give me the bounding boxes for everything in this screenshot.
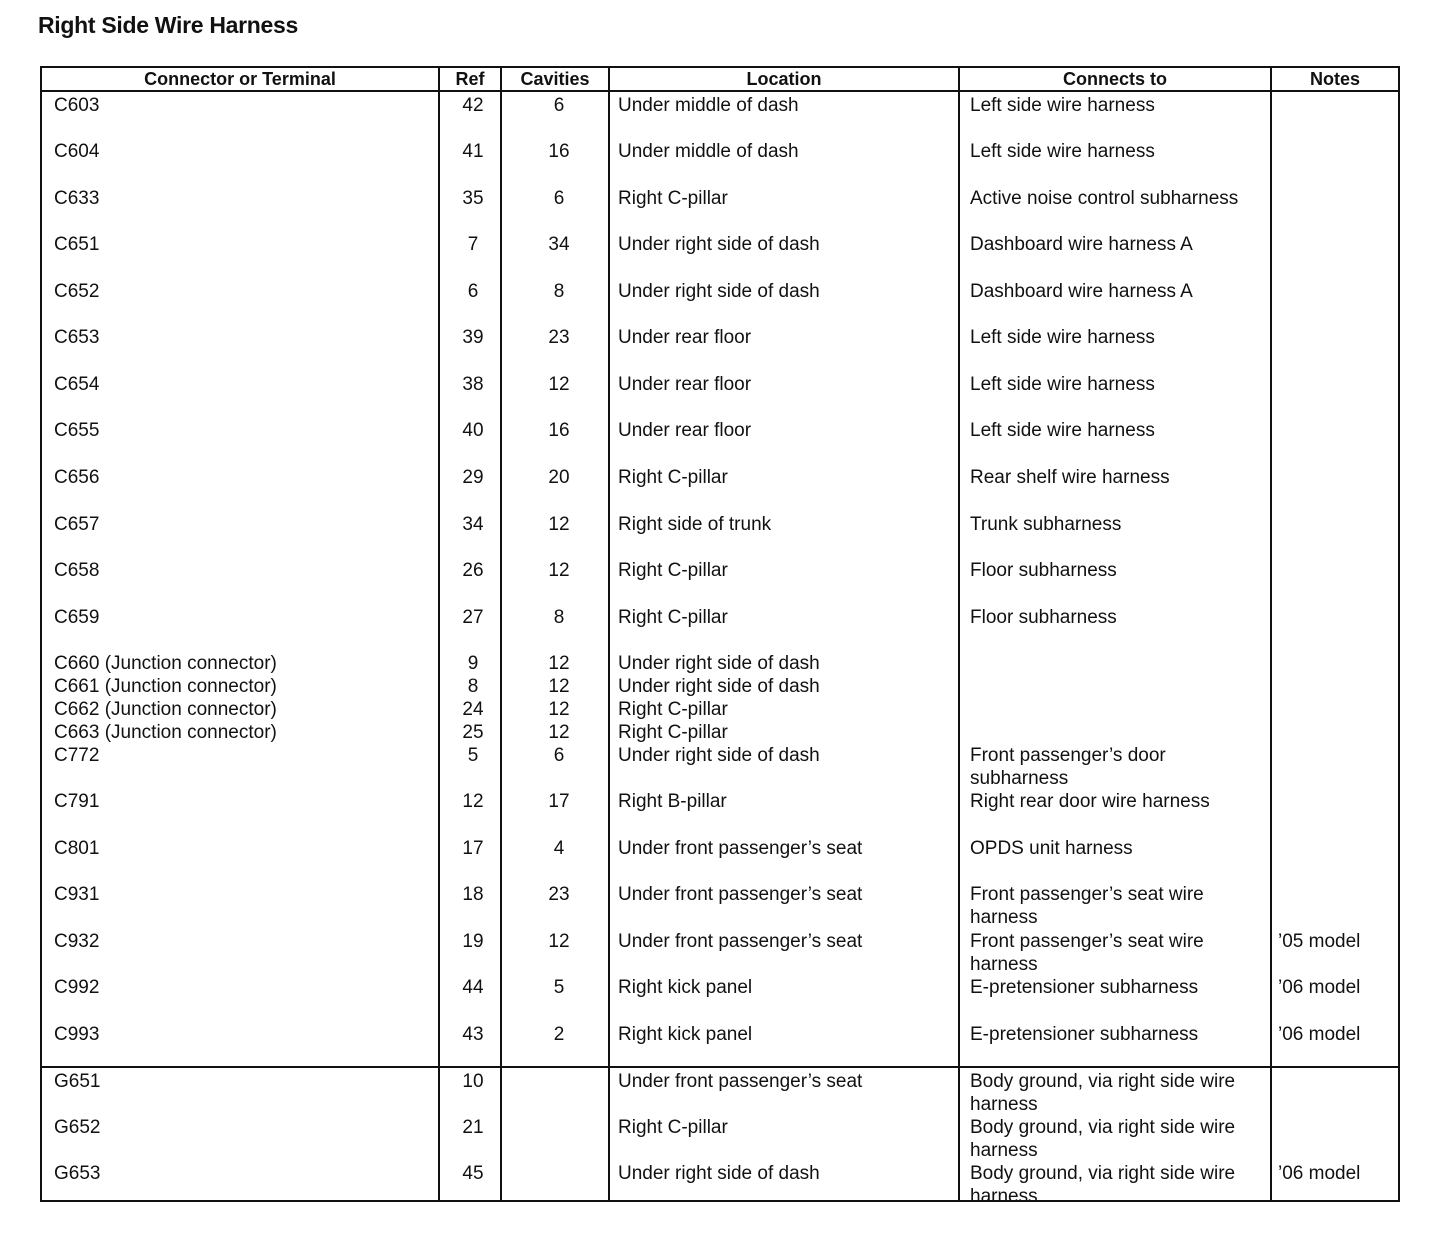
connects-to-cell: Rear shelf wire harness <box>970 467 1170 488</box>
connector-cell: C655 <box>54 420 100 441</box>
location-cell: Under right side of dash <box>618 676 820 697</box>
ref-cell: 43 <box>462 1024 484 1045</box>
cavities-cell: 34 <box>548 234 570 255</box>
location-cell: Right kick panel <box>618 1024 753 1045</box>
connects-to-cell: Floor subharness <box>970 607 1117 628</box>
ref-cell: 18 <box>462 884 484 905</box>
ref-cell: 41 <box>462 141 484 162</box>
wire-harness-table <box>40 66 1400 1207</box>
connects-to-cell: Body ground, via right side wire harness <box>970 1071 1236 1115</box>
ref-cell: 34 <box>462 514 484 535</box>
location-cell: Under rear floor <box>618 420 752 441</box>
connects-to-cell: Dashboard wire harness A <box>970 281 1193 302</box>
connects-to-cell: E-pretensioner subharness <box>970 1024 1199 1045</box>
connector-cell: C772 <box>54 745 100 766</box>
notes-cell: ’05 model <box>1278 931 1361 952</box>
location-cell: Under front passenger’s seat <box>618 1071 863 1092</box>
cavities-cell: 2 <box>553 1024 565 1045</box>
location-cell: Right side of trunk <box>618 514 772 535</box>
connects-to-cell: Body ground, via right side wire harness <box>970 1117 1236 1161</box>
cavities-cell: 8 <box>553 607 565 628</box>
connects-to-cell: Front passenger’s seat wire harness <box>970 884 1204 928</box>
connects-to-cell: OPDS unit harness <box>970 838 1133 859</box>
location-cell: Right C-pillar <box>618 467 728 488</box>
cavities-cell: 12 <box>548 676 570 697</box>
connector-cell: C931 <box>54 884 100 905</box>
connector-cell: C661 (Junction connector) <box>54 676 277 697</box>
location-cell: Under right side of dash <box>618 281 820 302</box>
cavities-cell: 6 <box>553 188 565 209</box>
connector-cell: C603 <box>54 95 100 116</box>
location-cell: Right C-pillar <box>618 1117 728 1138</box>
location-cell: Right B-pillar <box>618 791 727 812</box>
cavities-cell: 6 <box>553 95 565 116</box>
location-cell: Under right side of dash <box>618 234 820 255</box>
connects-to-cell: E-pretensioner subharness <box>970 977 1199 998</box>
notes-cell: ’06 model <box>1278 1024 1361 1045</box>
ref-cell: 38 <box>462 374 484 395</box>
cavities-cell: 23 <box>548 327 570 348</box>
header-ref: Ref <box>455 69 485 89</box>
ref-cell: 9 <box>467 653 479 674</box>
cavities-cell: 17 <box>548 791 570 812</box>
location-cell: Under middle of dash <box>618 95 799 116</box>
connector-cell: G652 <box>54 1117 101 1138</box>
cavities-cell: 12 <box>548 722 570 743</box>
connects-to-cell: Floor subharness <box>970 560 1117 581</box>
header-connects-to: Connects to <box>1062 69 1167 89</box>
notes-cell: ’06 model <box>1278 1163 1361 1184</box>
ref-cell: 40 <box>462 420 484 441</box>
connects-to-cell: Left side wire harness <box>970 374 1155 395</box>
location-cell: Under front passenger’s seat <box>618 884 863 905</box>
cavities-cell: 12 <box>548 699 570 720</box>
cavities-cell: 16 <box>548 420 570 441</box>
ref-cell: 6 <box>467 281 479 302</box>
location-cell: Under middle of dash <box>618 141 799 162</box>
section-divider <box>42 1066 1398 1068</box>
connector-cell: C663 (Junction connector) <box>54 722 277 743</box>
cavities-cell: 20 <box>548 467 570 488</box>
connector-cell: C653 <box>54 327 100 348</box>
ref-cell: 39 <box>462 327 484 348</box>
connector-cell: C633 <box>54 188 100 209</box>
location-cell: Right C-pillar <box>618 722 728 743</box>
location-cell: Right C-pillar <box>618 699 728 720</box>
cavities-cell: 23 <box>548 884 570 905</box>
ref-cell: 19 <box>462 931 484 952</box>
location-cell: Under front passenger’s seat <box>618 838 863 859</box>
header-divider <box>42 90 1398 92</box>
ref-cell: 26 <box>462 560 484 581</box>
connects-to-cell: Left side wire harness <box>970 95 1155 116</box>
location-cell: Under right side of dash <box>618 745 820 766</box>
connector-cell: C992 <box>54 977 100 998</box>
ref-cell: 7 <box>467 234 479 255</box>
ref-cell: 45 <box>462 1163 484 1184</box>
location-cell: Right C-pillar <box>618 607 728 628</box>
connects-to-cell: Trunk subharness <box>970 514 1122 535</box>
location-cell: Right kick panel <box>618 977 753 998</box>
location-cell: Under right side of dash <box>618 1163 820 1184</box>
cavities-cell: 8 <box>553 281 565 302</box>
location-cell: Right C-pillar <box>618 188 728 209</box>
connector-cell: C652 <box>54 281 100 302</box>
ref-cell: 12 <box>462 791 484 812</box>
header-location: Location <box>746 69 822 89</box>
location-cell: Under rear floor <box>618 374 752 395</box>
cavities-cell: 12 <box>548 560 570 581</box>
column-divider <box>1270 68 1272 1200</box>
ref-cell: 8 <box>467 676 479 697</box>
connects-to-cell: Left side wire harness <box>970 327 1155 348</box>
connects-to-cell: Body ground, via right side wire harness <box>970 1163 1236 1207</box>
connects-to-cell: Active noise control subharness <box>970 188 1239 209</box>
connector-cell: C660 (Junction connector) <box>54 653 277 674</box>
location-cell: Under right side of dash <box>618 653 820 674</box>
cavities-cell: 16 <box>548 141 570 162</box>
cavities-cell: 12 <box>548 931 570 952</box>
ref-cell: 17 <box>462 838 484 859</box>
connector-cell: C993 <box>54 1024 100 1045</box>
location-cell: Right C-pillar <box>618 560 728 581</box>
header-notes: Notes <box>1309 69 1360 89</box>
ref-cell: 21 <box>462 1117 484 1138</box>
ref-cell: 24 <box>462 699 484 720</box>
header-cavities: Cavities <box>520 69 590 89</box>
connector-cell: C791 <box>54 791 100 812</box>
notes-cell: ’06 model <box>1278 977 1361 998</box>
connects-to-cell: Left side wire harness <box>970 141 1155 162</box>
connector-cell: G653 <box>54 1163 101 1184</box>
cavities-cell: 12 <box>548 374 570 395</box>
connects-to-cell: Front passenger’s door subharness <box>970 745 1166 789</box>
cavities-cell: 12 <box>548 653 570 674</box>
connects-to-cell: Front passenger’s seat wire harness <box>970 931 1204 975</box>
ref-cell: 25 <box>462 722 484 743</box>
connector-cell: C657 <box>54 514 100 535</box>
cavities-cell: 6 <box>553 745 565 766</box>
ref-cell: 10 <box>462 1071 484 1092</box>
cavities-cell: 12 <box>548 514 570 535</box>
ref-cell: 44 <box>462 977 484 998</box>
connector-cell: C658 <box>54 560 100 581</box>
connector-cell: C659 <box>54 607 100 628</box>
location-cell: Under rear floor <box>618 327 752 348</box>
cavities-cell: 5 <box>553 977 565 998</box>
location-cell: Under front passenger’s seat <box>618 931 863 952</box>
connects-to-cell: Right rear door wire harness <box>970 791 1210 812</box>
connector-cell: C604 <box>54 141 100 162</box>
connector-cell: C662 (Junction connector) <box>54 699 277 720</box>
cavities-cell: 4 <box>553 838 565 859</box>
connects-to-cell: Dashboard wire harness A <box>970 234 1193 255</box>
column-divider <box>958 68 960 1200</box>
ref-cell: 42 <box>462 95 484 116</box>
ref-cell: 5 <box>467 745 479 766</box>
connector-cell: C651 <box>54 234 100 255</box>
connector-cell: C801 <box>54 838 100 859</box>
connector-cell: G651 <box>54 1071 101 1092</box>
connects-to-cell: Left side wire harness <box>970 420 1155 441</box>
page-title: Right Side Wire Harness <box>38 12 299 38</box>
ref-cell: 29 <box>462 467 484 488</box>
connector-cell: C656 <box>54 467 100 488</box>
connector-cell: C654 <box>54 374 100 395</box>
connector-cell: C932 <box>54 931 100 952</box>
ref-cell: 27 <box>462 607 484 628</box>
ref-cell: 35 <box>462 188 484 209</box>
header-connector: Connector or Terminal <box>144 69 336 89</box>
